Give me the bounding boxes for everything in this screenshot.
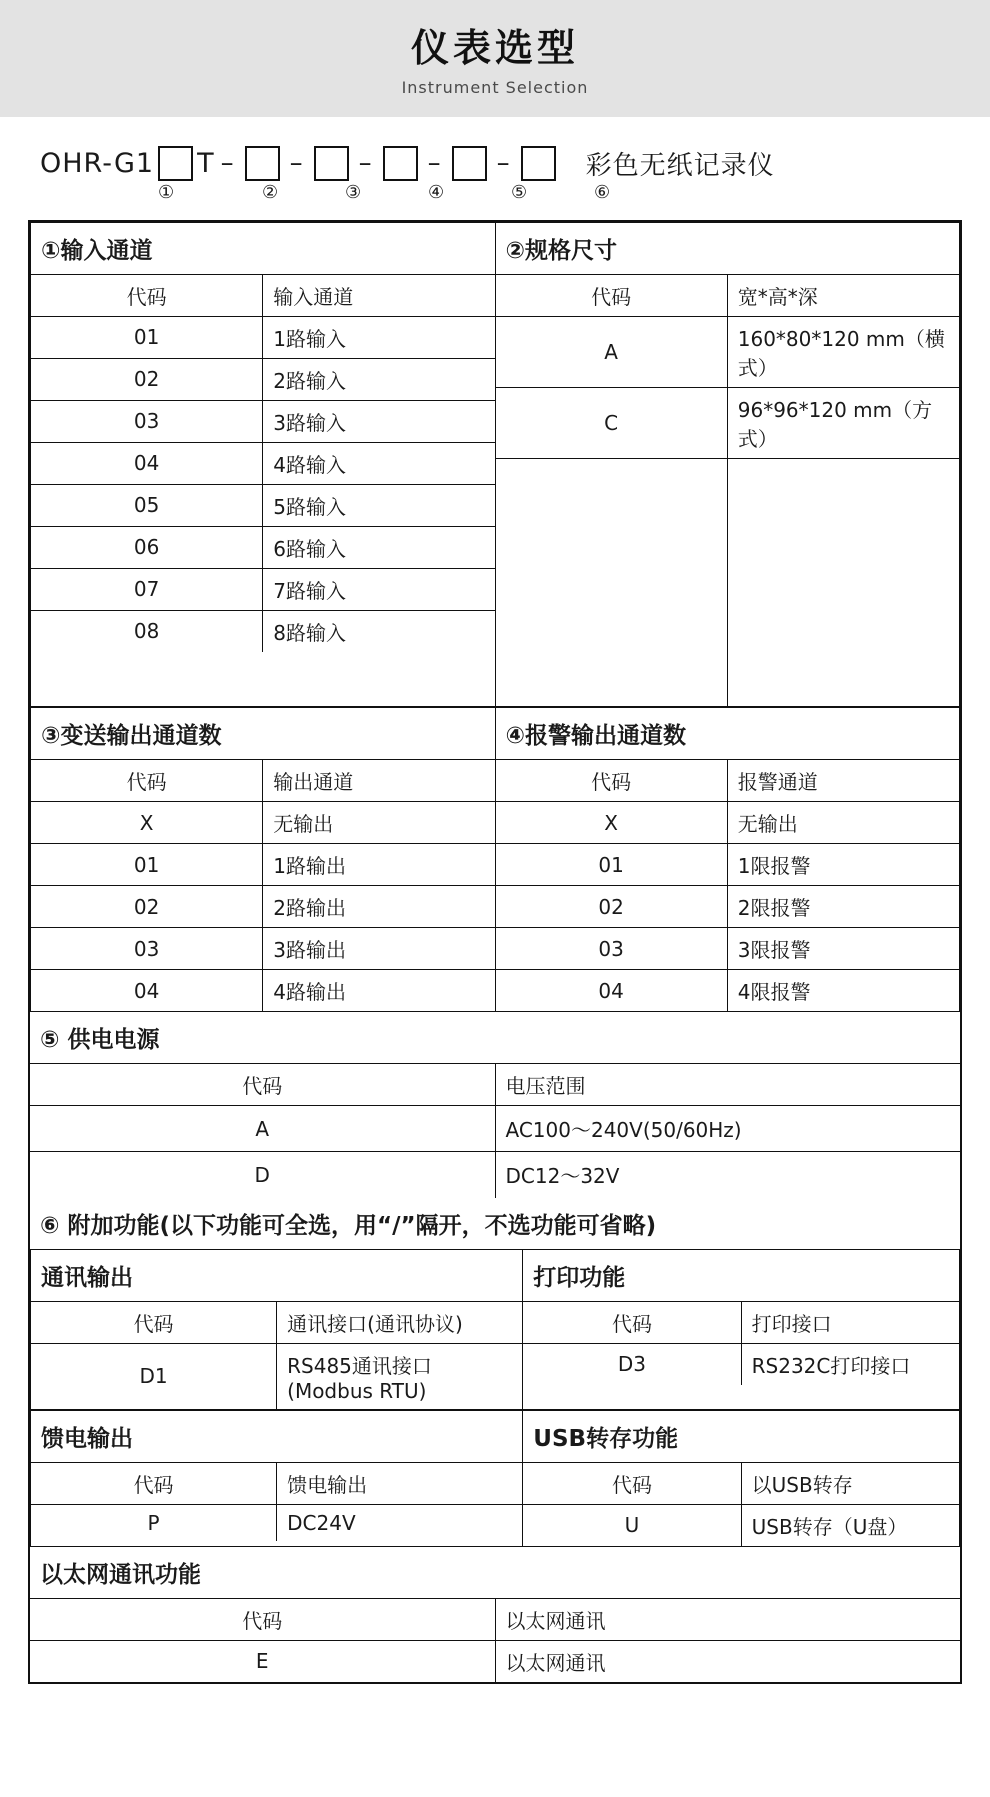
model-marker-5: ⑤ [511, 181, 528, 203]
model-marker-row [0, 182, 990, 206]
section-2-table [496, 223, 960, 707]
model-dash-4: – [427, 148, 442, 179]
table-row [31, 708, 495, 760]
feed-output-table [31, 1411, 522, 1541]
comm-code-1: D1 [31, 1343, 277, 1409]
table-row [31, 610, 495, 652]
comm-output-table [31, 1250, 522, 1409]
table-row [523, 1504, 959, 1546]
table-row [496, 387, 960, 458]
section-5-header-desc: 电压范围 [495, 1064, 960, 1106]
section-3-code-3: 02 [31, 886, 263, 928]
section-3-desc-4: 3路输出 [263, 928, 495, 970]
table-row [31, 316, 495, 358]
print-function-title: 打印功能 [523, 1250, 959, 1302]
section-3-desc-5: 4路输出 [263, 970, 495, 1012]
section-4-code-5: 04 [496, 970, 728, 1012]
model-prefix: OHR-G1 [40, 147, 155, 179]
usb-header-code: 代码 [523, 1462, 741, 1504]
section-1-desc-8: 8路输入 [263, 610, 495, 652]
table-row [30, 1152, 960, 1198]
model-box-6[interactable] [521, 146, 556, 181]
model-marker-4: ④ [428, 181, 445, 203]
page-subtitle: Instrument Selection [401, 77, 589, 97]
section-4-cell [495, 708, 960, 1012]
section-4-table [496, 708, 960, 1011]
section-6-row-1 [30, 1249, 960, 1410]
table-row [31, 223, 495, 275]
table-row [523, 1250, 959, 1302]
section-5-table [30, 1012, 960, 1198]
model-box-5[interactable] [452, 146, 487, 181]
print-header-code: 代码 [523, 1301, 741, 1343]
print-code-1: D3 [523, 1343, 741, 1385]
section-2-code-1: A [496, 316, 728, 387]
table-row [30, 1106, 960, 1152]
section-2-filler-desc [727, 458, 959, 706]
model-product-name: 彩色无纸记录仪 [585, 150, 775, 181]
table-row [30, 1598, 960, 1640]
ethernet-desc-1: 以太网通讯 [495, 1640, 960, 1683]
print-function-table [523, 1250, 959, 1385]
spec-table-middle [30, 707, 960, 1012]
section-2-code-2: C [496, 387, 728, 458]
section-3-desc-1: 无输出 [263, 802, 495, 844]
model-box-3[interactable] [314, 146, 349, 181]
ethernet-header-desc: 以太网通讯 [495, 1598, 960, 1640]
section-4-desc-2: 1限报警 [727, 844, 959, 886]
model-marker-1: ① [158, 181, 175, 203]
section-2-desc-1: 160*80*120 mm（横式） [727, 316, 959, 387]
usb-function-cell [523, 1410, 960, 1546]
feed-output-title: 馈电输出 [31, 1411, 522, 1463]
feed-output-cell [31, 1410, 523, 1546]
section-2-desc-2: 96*96*120 mm（方式） [727, 387, 959, 458]
section-1-code-5: 05 [31, 484, 263, 526]
model-dash-5: – [496, 148, 511, 179]
section-6-title: ⑥ 附加功能(以下功能可全选，用“/”隔开，不选功能可省略) [30, 1198, 960, 1249]
section-5-desc-1: AC100～240V(50/60Hz) [495, 1106, 960, 1152]
table-row [31, 1250, 522, 1302]
section-1-desc-5: 5路输入 [263, 484, 495, 526]
section-5-code-2: D [30, 1152, 495, 1198]
table-row [31, 1301, 522, 1343]
table-row [31, 760, 495, 802]
table-row [523, 1462, 959, 1504]
section-1-code-1: 01 [31, 316, 263, 358]
section-5-code-1: A [30, 1106, 495, 1152]
comm-header-code: 代码 [31, 1301, 277, 1343]
section-4-code-3: 02 [496, 886, 728, 928]
usb-function-table [523, 1411, 959, 1546]
section-3-desc-3: 2路输出 [263, 886, 495, 928]
table-row [523, 1301, 959, 1343]
section-4-code-1: X [496, 802, 728, 844]
section-4-title: ④报警输出通道数 [496, 708, 960, 760]
feed-desc-1: DC24V [277, 1504, 523, 1541]
table-row [31, 400, 495, 442]
section-1-desc-1: 1路输入 [263, 316, 495, 358]
table-row [31, 970, 495, 1012]
feed-code-1: P [31, 1504, 277, 1541]
section-3-header-code: 代码 [31, 760, 263, 802]
comm-header-desc: 通讯接口(通讯协议) [277, 1301, 523, 1343]
model-marker-6: ⑥ [594, 181, 611, 203]
model-code-area [0, 117, 990, 212]
table-row [31, 802, 495, 844]
model-dash-3: – [358, 148, 373, 179]
table-row [31, 886, 495, 928]
section-1-code-3: 03 [31, 400, 263, 442]
ethernet-title: 以太网通讯功能 [30, 1547, 960, 1599]
table-row [496, 970, 960, 1012]
model-marker-2: ② [262, 181, 279, 203]
section-2-title: ②规格尺寸 [496, 223, 960, 275]
section-1-desc-2: 2路输入 [263, 358, 495, 400]
table-row [30, 1640, 960, 1683]
table-row [31, 1343, 522, 1409]
table-row [31, 1504, 522, 1541]
section-5-header-code: 代码 [30, 1064, 495, 1106]
usb-header-desc: 以USB转存 [741, 1462, 959, 1504]
section-3-desc-2: 1路输出 [263, 844, 495, 886]
page-banner [0, 0, 990, 117]
section-3-code-4: 03 [31, 928, 263, 970]
table-row [31, 526, 495, 568]
model-code-row [0, 145, 990, 182]
feed-header-desc: 馈电输出 [277, 1462, 523, 1504]
spec-table-wrapper [28, 220, 962, 1684]
table-row [30, 1064, 960, 1106]
model-dash-2: – [289, 148, 304, 179]
comm-output-cell [31, 1249, 523, 1409]
section-2-header-desc: 宽*高*深 [727, 274, 959, 316]
page-title: 仪表选型 [410, 26, 579, 70]
section-3-title: ③变送输出通道数 [31, 708, 495, 760]
model-box-2[interactable] [245, 146, 280, 181]
section-4-desc-4: 3限报警 [727, 928, 959, 970]
section-1-desc-3: 3路输入 [263, 400, 495, 442]
section-3-code-1: X [31, 802, 263, 844]
table-row [31, 358, 495, 400]
section-6-title-table [30, 1198, 960, 1249]
spec-table-top [30, 222, 960, 708]
print-header-desc: 打印接口 [741, 1301, 959, 1343]
section-1-desc-6: 6路输入 [263, 526, 495, 568]
section-1-code-2: 02 [31, 358, 263, 400]
section-2-header-code: 代码 [496, 274, 728, 316]
ethernet-header-code: 代码 [30, 1598, 495, 1640]
table-row [31, 484, 495, 526]
section-3-cell [31, 708, 496, 1012]
table-row [31, 568, 495, 610]
table-row [523, 1411, 959, 1463]
section-3-header-desc: 输出通道 [263, 760, 495, 802]
section-5-title: ⑤ 供电电源 [30, 1012, 960, 1064]
section-3-code-2: 01 [31, 844, 263, 886]
section-4-code-4: 03 [496, 928, 728, 970]
section-1-desc-4: 4路输入 [263, 442, 495, 484]
table-row [496, 708, 960, 760]
usb-code-1: U [523, 1504, 741, 1546]
usb-function-title: USB转存功能 [523, 1411, 959, 1463]
section-1-cell [31, 222, 496, 707]
table-row [31, 442, 495, 484]
section-3-code-5: 04 [31, 970, 263, 1012]
section-1-header-code: 代码 [31, 274, 263, 316]
print-function-cell [523, 1249, 960, 1409]
comm-desc-1: RS485通讯接口(Modbus RTU) [277, 1343, 523, 1409]
table-row [496, 458, 960, 706]
table-row [496, 223, 960, 275]
section-3-table [31, 708, 495, 1011]
table-row [496, 760, 960, 802]
table-row [496, 316, 960, 387]
section-1-title: ①输入通道 [31, 223, 495, 275]
table-row [30, 1547, 960, 1599]
section-1-code-7: 07 [31, 568, 263, 610]
model-dash-1: – [220, 148, 235, 179]
table-row [496, 802, 960, 844]
section-4-desc-3: 2限报警 [727, 886, 959, 928]
ethernet-function-table [30, 1547, 960, 1684]
section-6-row-2 [30, 1410, 960, 1547]
print-desc-1: RS232C打印接口 [741, 1343, 959, 1385]
table-row [31, 844, 495, 886]
usb-desc-1: USB转存（U盘） [741, 1504, 959, 1546]
table-row [30, 1198, 960, 1249]
section-2-cell [495, 222, 960, 707]
section-4-code-2: 01 [496, 844, 728, 886]
table-row [496, 886, 960, 928]
feed-header-code: 代码 [31, 1462, 277, 1504]
section-1-table [31, 223, 495, 652]
table-row [31, 274, 495, 316]
section-4-header-code: 代码 [496, 760, 728, 802]
model-marker-3: ③ [345, 181, 362, 203]
section-5-desc-2: DC12～32V [495, 1152, 960, 1198]
table-row [31, 928, 495, 970]
comm-output-title: 通讯输出 [31, 1250, 522, 1302]
section-4-desc-1: 无输出 [727, 802, 959, 844]
section-1-code-8: 08 [31, 610, 263, 652]
section-1-code-4: 04 [31, 442, 263, 484]
model-letter-t: T [197, 147, 215, 179]
table-row [31, 1462, 522, 1504]
section-1-code-6: 06 [31, 526, 263, 568]
section-4-desc-5: 4限报警 [727, 970, 959, 1012]
table-row [523, 1343, 959, 1385]
table-row [30, 1012, 960, 1064]
table-row [496, 274, 960, 316]
model-box-1[interactable] [158, 146, 193, 181]
table-row [496, 928, 960, 970]
section-1-header-desc: 输入通道 [263, 274, 495, 316]
ethernet-code-1: E [30, 1640, 495, 1683]
model-box-4[interactable] [383, 146, 418, 181]
section-4-header-desc: 报警通道 [727, 760, 959, 802]
section-1-desc-7: 7路输入 [263, 568, 495, 610]
section-2-filler-code [496, 458, 728, 706]
table-row [496, 844, 960, 886]
table-row [31, 1411, 522, 1463]
